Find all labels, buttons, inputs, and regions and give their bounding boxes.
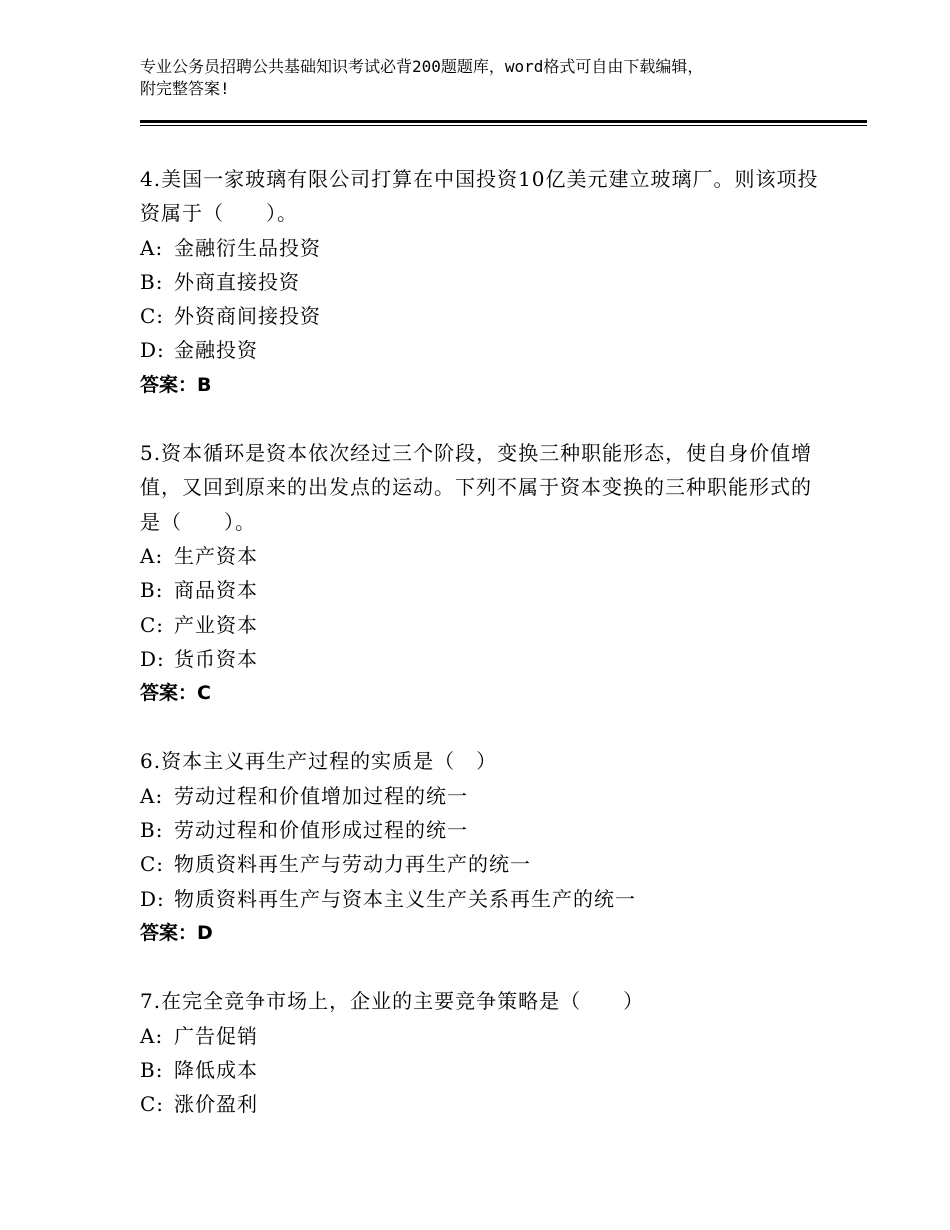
- option-label: A:: [140, 783, 164, 808]
- option-b: [140, 265, 830, 299]
- option-text: 商品资本: [174, 578, 258, 603]
- option-text: 劳动过程和价值增加过程的统一: [174, 783, 468, 808]
- question-stem: 6.资本主义再生产过程的实质是（ ）: [140, 749, 498, 774]
- option-text: 生产资本: [174, 543, 258, 568]
- answer-line: 答案：D: [140, 921, 213, 944]
- option-text: 涨价盈利: [174, 1092, 258, 1117]
- option-a: [140, 779, 830, 813]
- question-4: [140, 162, 830, 402]
- document-header: [140, 56, 820, 100]
- question-list: [140, 162, 830, 1155]
- option-label: B:: [140, 269, 164, 294]
- header-line-1: 专业公务员招聘公共基础知识考试必背200题题库，word格式可自由下载编辑，: [140, 57, 704, 76]
- option-d: [140, 642, 830, 676]
- option-b: [140, 573, 830, 607]
- header-divider-thin: [140, 125, 867, 126]
- option-label: C:: [140, 1092, 165, 1117]
- option-text: 外商直接投资: [174, 269, 300, 294]
- option-c: [140, 1087, 830, 1121]
- option-text: 降低成本: [174, 1057, 258, 1082]
- option-c: [140, 608, 830, 642]
- option-c: [140, 847, 830, 881]
- option-a: [140, 1019, 830, 1053]
- option-text: 劳动过程和价值形成过程的统一: [174, 818, 468, 843]
- question-stem: 4.美国一家玻璃有限公司打算在中国投资10亿美元建立玻璃厂。则该项投资属于（ ）。: [140, 167, 819, 226]
- question-stem: 7.在完全竞争市场上，企业的主要竞争策略是（ ）: [140, 989, 645, 1014]
- question-7: [140, 984, 830, 1121]
- option-label: B:: [140, 1057, 164, 1082]
- option-label: B:: [140, 818, 164, 843]
- option-d: [140, 882, 830, 916]
- option-text: 产业资本: [174, 612, 258, 637]
- answer-line: 答案：C: [140, 682, 211, 705]
- option-b: [140, 813, 830, 847]
- option-text: 物质资料再生产与资本主义生产关系再生产的统一: [174, 886, 636, 911]
- option-text: 外资商间接投资: [174, 304, 321, 329]
- option-label: A:: [140, 235, 164, 260]
- option-label: D:: [140, 886, 165, 911]
- option-label: C:: [140, 304, 165, 329]
- option-label: C:: [140, 852, 165, 877]
- question-5: [140, 436, 830, 710]
- option-label: D:: [140, 338, 165, 363]
- option-label: A:: [140, 543, 164, 568]
- option-c: [140, 299, 830, 333]
- question-6: [140, 744, 830, 950]
- answer-line: 答案：B: [140, 373, 212, 396]
- option-text: 金融投资: [174, 338, 258, 363]
- option-label: C:: [140, 612, 165, 637]
- option-text: 金融衍生品投资: [174, 235, 321, 260]
- option-label: A:: [140, 1023, 164, 1048]
- option-b: [140, 1053, 830, 1087]
- option-a: [140, 231, 830, 265]
- option-text: 物质资料再生产与劳动力再生产的统一: [174, 852, 531, 877]
- header-divider-thick: [140, 120, 867, 123]
- header-line-2: 附完整答案!: [140, 79, 230, 98]
- option-text: 广告促销: [174, 1023, 258, 1048]
- option-label: B:: [140, 578, 164, 603]
- option-d: [140, 333, 830, 367]
- option-label: D:: [140, 646, 165, 671]
- option-text: 货币资本: [174, 646, 258, 671]
- option-a: [140, 539, 830, 573]
- question-stem: 5.资本循环是资本依次经过三个阶段，变换三种职能形态，使自身价值增值，又回到原来的出发点的运动。下列不属于资本变换的三种职能形式的是（ ）。: [140, 441, 813, 534]
